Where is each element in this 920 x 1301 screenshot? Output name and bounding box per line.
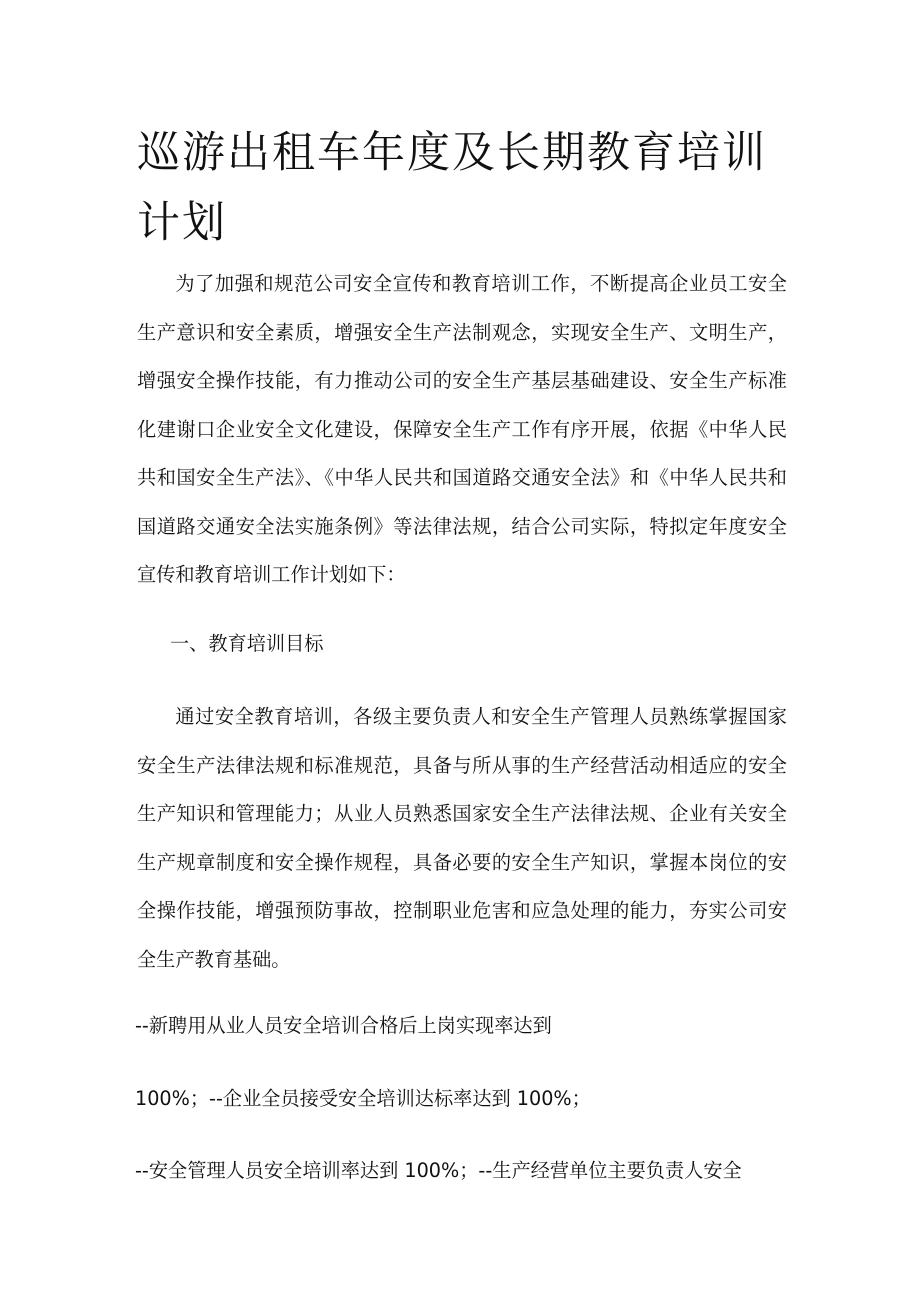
document-title: 巡游出租车年度及长期教育培训计划 [137,128,767,248]
target-line: 100%；--企业全员接受安全培训达标率达到 100%； [135,1087,591,1110]
training-goals-paragraph: 通过安全教育培训，各级主要负责人和安全生产管理人员熟练掌握国家安全生产法律法规和标准规范，具备与所从事的生产经营活动相适应的安全生产知识和管理能力；从业人员熟悉国家安全生产法律法规、企业有关安全生产规章制度和安全操作规程，具备必要的安全生产知识，掌握本岗位的安全操作技能，增强预防事故，控制职业危害和应急处理的能力，夯实公司安全生产教育基础。 [137,705,787,971]
target-line: --安全管理人员安全培训率达到 100%；--生产经营单位主要负责人安全 [135,1159,742,1182]
section-heading-training-goals: 一、教育培训目标 [170,632,324,655]
target-line: --新聘用从业人员安全培训合格后上岗实现率达到 [135,1014,552,1037]
intro-paragraph: 为了加强和规范公司安全宣传和教育培训工作，不断提高企业员工安全生产意识和安全素质，增强安全生产法制观念，实现安全生产、文明生产，增强安全操作技能，有力推动公司的安全生产基层基础建设、安全生产标准化建谢口企业安全文化建设，保障安全生产工作有序开展，依据《中华人民共和国安全生产法》、《中华人民共和国道路交通安全法》和《中华人民共和国道路交通安全法实施条例》等法律法规，结合公司实际，特拟定年度安全宣传和教育培训工作计划如下： [137,272,787,586]
